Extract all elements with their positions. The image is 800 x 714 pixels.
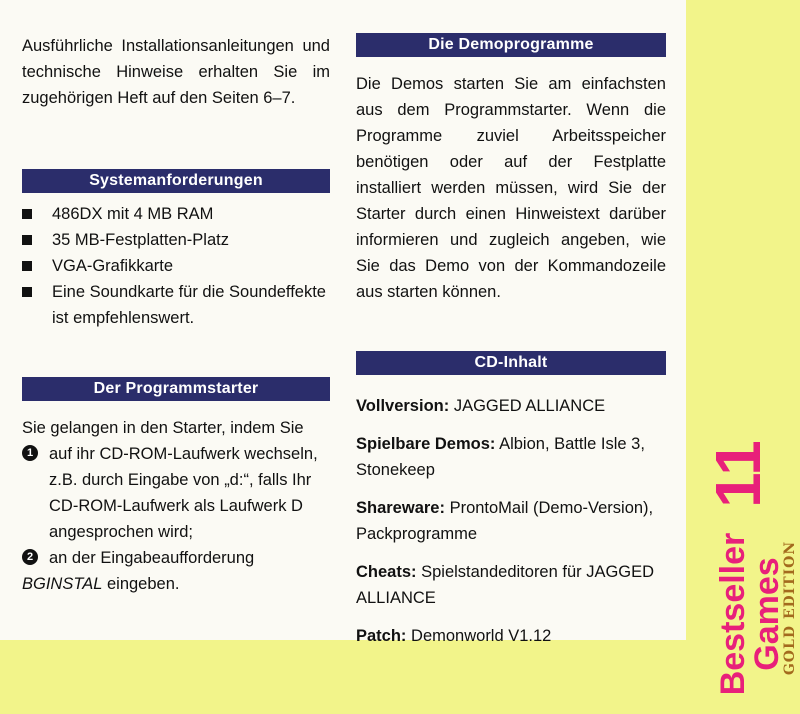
command-name: BGINSTAL: [22, 575, 103, 593]
cd-content-heading: CD-Inhalt: [356, 351, 666, 375]
list-item: VGA-Grafikkarte: [22, 253, 330, 279]
square-bullet-icon: [22, 261, 32, 271]
list-item: Spielbare Demos: Albion, Battle Isle 3, Stonekeep: [356, 435, 645, 479]
cd-content-section: [356, 351, 666, 649]
list-item: Shareware: ProntoMail (Demo-Version), Packprogramme: [356, 499, 654, 543]
left-column: [22, 33, 330, 597]
list-item: 1 auf ihr CD-ROM-Laufwerk wechseln, z.B. durch Eingabe von „d:“, falls Ihr CD-ROM-Laufwerk als Laufwerk D angesprochen wird;: [22, 441, 330, 545]
program-starter-section: [22, 377, 330, 597]
number-1-icon: 1: [22, 445, 38, 461]
intro-text: Ausführliche Installationsanleitungen und technische Hinweise erhalten Sie im zugehörigen Heft auf den Seiten 6–7.: [22, 37, 330, 107]
program-starter-lead: Sie gelangen in den Starter, indem Sie: [22, 419, 304, 437]
bestseller-games-logo: Bestseller Games: [714, 532, 786, 696]
program-starter-steps: [22, 441, 330, 571]
program-starter-command-line: BGINSTAL eingeben.: [22, 575, 180, 593]
list-item: 486DX mit 4 MB RAM: [22, 201, 330, 227]
cd-content-list: [356, 393, 666, 649]
gold-edition-label: GOLD EDITION: [782, 540, 798, 676]
square-bullet-icon: [22, 235, 32, 245]
program-starter-heading: Der Programmstarter: [22, 377, 330, 401]
list-item: Vollversion: JAGGED ALLIANCE: [356, 397, 606, 415]
system-requirements-list: [22, 201, 330, 331]
list-item: 35 MB-Festplatten-Platz: [22, 227, 330, 253]
demo-text: Die Demos starten Sie am einfachsten aus dem Programmstarter. Wenn die Programme zuviel Arbeitsspeicher benötigen oder auf der Festplatte installiert werden müssen, wird Sie der Starter durch einen Hinweistext darüber informieren und zugleich angeben, wie Sie das Demo von der Kommandozeile aus starten können.: [356, 75, 666, 301]
system-requirements-heading: Systemanforderungen: [22, 169, 330, 193]
system-requirements-section: [22, 169, 330, 331]
list-item: Eine Soundkarte für die Soundeffekte ist empfehlenswert.: [22, 279, 330, 331]
square-bullet-icon: [22, 209, 32, 219]
list-item: 2 an der Eingabeaufforderung: [22, 545, 330, 571]
issue-number: 11: [702, 440, 774, 508]
list-item: Patch: Demonworld V1.12: [356, 627, 552, 645]
right-column: [356, 33, 666, 661]
list-item: Cheats: Spielstandeditoren für JAGGED ALLIANCE: [356, 563, 655, 607]
demo-section: [356, 33, 666, 305]
number-2-icon: 2: [22, 549, 38, 565]
square-bullet-icon: [22, 287, 32, 297]
demo-heading: Die Demoprogramme: [356, 33, 666, 57]
